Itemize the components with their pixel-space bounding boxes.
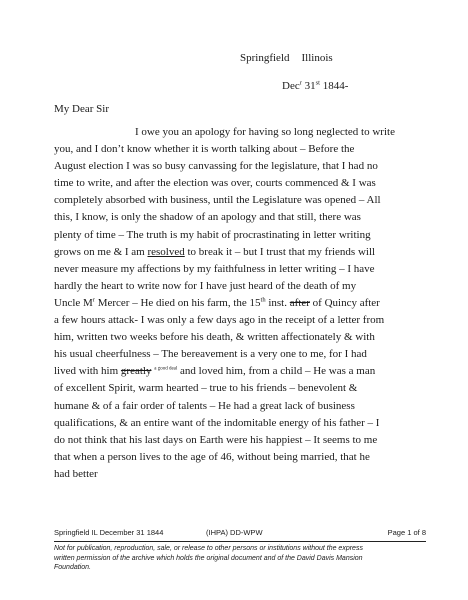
letter-line: his usual cheerfulness – The bereavement is a very one to me, for I had <box>54 348 367 361</box>
date-month-sup: r <box>299 79 302 87</box>
text-run: inst. <box>268 296 287 309</box>
letter-date <box>282 80 348 92</box>
letter-line: this, I know, is only the shadow of an apology and that still, there was <box>54 211 361 224</box>
copyright-notice <box>54 542 426 573</box>
footer-archive-id: (IHPA) DD-WPW <box>206 528 263 537</box>
date-day-sup: st <box>315 79 320 87</box>
text-run: Uncle M <box>54 296 93 309</box>
letter-line: had better <box>54 467 98 480</box>
letter-line: qualifications, & an entire want of the indomitable energy of his father – I <box>54 416 380 429</box>
letter-line: that when a person lives to the age of 46, without being married, that he <box>54 450 370 463</box>
struck-word: greatly <box>120 365 152 378</box>
letter-line: do not think that his last days on Earth were his happiest – It seems to me <box>54 433 378 446</box>
letter-line: plenty of time – The truth is my habit of procrastinating in letter writing <box>54 228 371 241</box>
letter-line: of excellent Spirit, warm hearted – true to his friends – benevolent & <box>54 382 358 395</box>
letter-line <box>54 363 395 380</box>
text-run: Mercer – He died on his farm, the 15 <box>97 296 261 309</box>
notice-line: written permission of the archive which holds the original document and of the David Davis Mansion <box>54 554 363 562</box>
letter-line: a few hours attack- I was only a few days ago in the receipt of a letter from <box>54 314 385 327</box>
letter-line: I owe you an apology for having so long neglected to write <box>135 126 395 138</box>
notice-line: Foundation. <box>54 564 91 571</box>
place-state: Illinois <box>301 52 333 64</box>
letter-line: completely absorbed with business, until the Legislature was opened – All <box>54 194 381 207</box>
notice-line: Not for publication, reproduction, sale, or release to other persons or institutions without the express <box>54 545 363 552</box>
struck-word: after <box>289 296 310 309</box>
page-footer <box>54 528 426 573</box>
inserted-text: a good deal <box>154 366 178 372</box>
letter-place <box>240 52 333 64</box>
superscript: th <box>260 296 266 304</box>
salutation: My Dear Sir <box>54 103 109 115</box>
footer-row <box>54 528 426 540</box>
text-run: to break it – but I trust that my friends will <box>187 245 376 258</box>
text-run: and loved him, from a child – He was a man <box>180 365 376 378</box>
letter-line: August election I was so busy canvassing for the legislature, that I had no <box>54 160 378 173</box>
letter-line <box>54 295 395 312</box>
letter-line: time to write, and after the election was over, courts commenced & I was <box>54 177 376 190</box>
letter-line: never measure my affections by my faithfulness in letter writing – I have <box>54 262 375 275</box>
date-year: 1844- <box>322 80 349 92</box>
text-run: of Quincy after <box>312 296 380 309</box>
letter-line <box>54 244 395 261</box>
letter-body <box>54 124 395 483</box>
footer-place-date: Springfield IL December 31 1844 <box>54 528 164 537</box>
footer-page-number: Page 1 of 8 <box>387 528 426 537</box>
underlined-word: resolved <box>147 245 185 258</box>
letter-line: humane & of a fair order of talents – He had a great lack of business <box>54 399 355 412</box>
text-run: lived with him <box>54 365 119 378</box>
text-run: grows on me & I am <box>54 245 145 258</box>
date-day: 31 <box>304 80 316 92</box>
place-city: Springfield <box>240 52 290 64</box>
letter-line: him, written two weeks before his death, & written affectionately & with <box>54 331 375 344</box>
superscript: r <box>92 296 95 304</box>
letter-line: you, and I don’t know whether it is worth talking about – Before the <box>54 143 355 156</box>
date-month: Dec <box>282 80 300 92</box>
letter-line: hardly the heart to write now for I have just heard of the death of my <box>54 279 357 292</box>
